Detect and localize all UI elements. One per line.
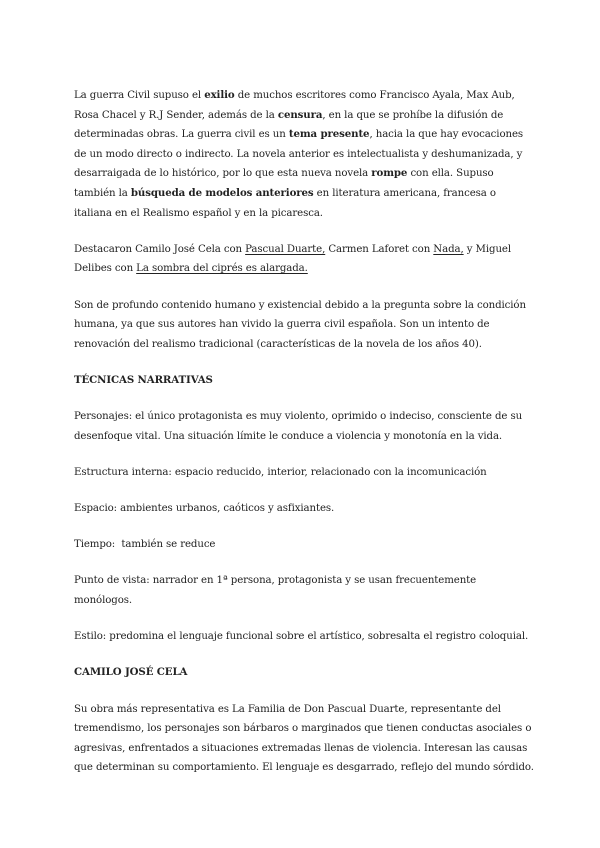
item-estilo: Estilo: predomina el lenguaje funcional sobre el artístico, sobresalta el registro coloquial. <box>74 631 529 643</box>
text-run: en literatura americana, francesa o italiana en el Realismo español y en la picaresca. <box>74 187 496 219</box>
bold-term-tema-presente: tema presente <box>288 128 370 141</box>
bold-term-busqueda: búsqueda de modelos anteriores <box>130 186 314 199</box>
authors-paragraph <box>74 240 536 279</box>
text-run: de muchos escritores como Francisco Ayala, Max Aub, Rosa Chacel y R.J Sender, además de la <box>74 90 515 121</box>
bold-term-exilio: exilio <box>204 89 235 101</box>
section-heading-tecnicas: TÉCNICAS NARRATIVAS <box>74 373 213 386</box>
document-page <box>74 86 536 795</box>
item-personajes: Personajes: el único protagonista es muy violento, oprimido o indeciso, consciente de su desenfoque vital. Una situación límite le conduce a violencia y monotonía en la vida. <box>74 411 523 442</box>
text-run: , en la que se prohíbe la difusión de determinadas obras. La guerra civil es un <box>74 109 504 141</box>
bold-term-rompe: rompe <box>371 167 408 180</box>
underlined-title-la-sombra: La sombra del ciprés es alargada. <box>136 263 308 275</box>
text-run: La guerra Civil supuso el <box>74 90 205 101</box>
content-paragraph: Son de profundo contenido humano y existencial debido a la pregunta sobre la condición humana, ya que sus autores han vivido la guerra civil española. Son un intento de renovación del realismo tradicional (características de la novela de los años 40). <box>74 299 526 350</box>
item-punto-de-vista: Punto de vista: narrador en 1ª persona, protagonista y se usan frecuentemente monólogos. <box>74 575 477 607</box>
section-heading-cela: CAMILO JOSÉ CELA <box>74 666 188 679</box>
text-run: Carmen Laforet con <box>325 243 434 255</box>
item-espacio: Espacio: ambientes urbanos, caóticos y asfixiantes. <box>74 503 335 515</box>
bold-term-censura: censura <box>277 108 323 121</box>
cela-paragraph: Su obra más representativa es La Familia de Don Pascual Duarte, representante del tremendismo, los personajes son bárbaros o marginados que tienen conductas asociales o agresivas, enfrentados a situaciones extremadas llenas de violencia. Interesan las causas que determinan su comportamiento. El lenguaje es desgarrado, reflejo del mundo sórdido. <box>74 703 534 774</box>
intro-paragraph <box>74 86 536 223</box>
item-estructura: Estructura interna: espacio reducido, interior, relacionado con la incomunicación <box>74 466 487 478</box>
text-run: con ella. Supuso también la <box>74 168 494 199</box>
text-run: Destacaron Camilo José Cela con <box>74 243 246 255</box>
underlined-title-nada: Nada, <box>433 243 464 255</box>
text-run: y Miguel Delibes con <box>74 243 512 275</box>
text-run: , hacia la que hay evocaciones de un modo directo o indirecto. La novela anterior es intelectualista y deshumanizada, y desarraigada de lo histórico, por lo que esta nueva novela <box>74 129 524 180</box>
underlined-title-pascual-duarte: Pascual Duarte, <box>245 243 326 255</box>
item-tiempo: Tiempo: también se reduce <box>74 539 216 551</box>
